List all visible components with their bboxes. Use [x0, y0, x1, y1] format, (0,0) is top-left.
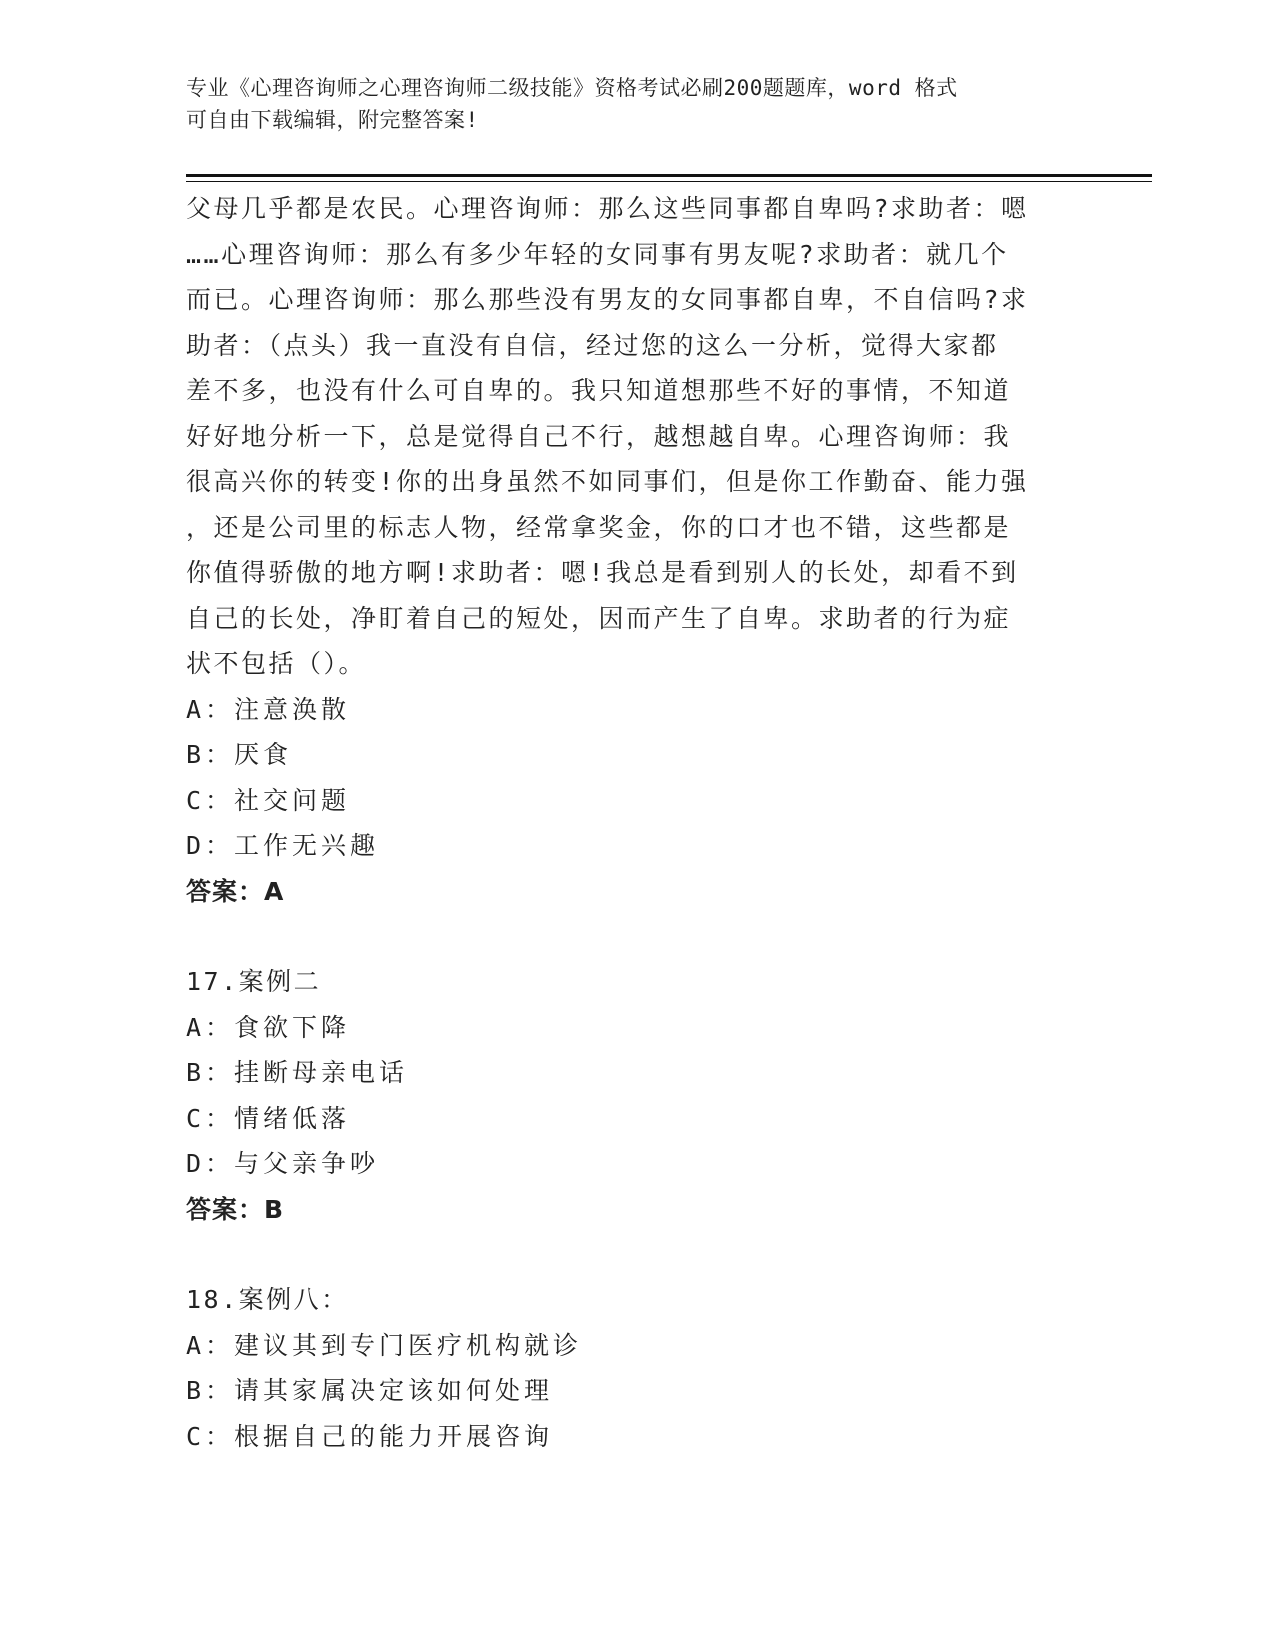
answer-label: 答案：B	[186, 1194, 285, 1224]
stem-line: 你值得骄傲的地方啊!求助者：嗯!我总是看到别人的长处，却看不到	[186, 558, 1019, 587]
option-d: D：工作无兴趣	[186, 831, 380, 860]
question-16	[186, 186, 1076, 914]
option-b: B：请其家属决定该如何处理	[186, 1376, 554, 1405]
stem-line: ……心理咨询师：那么有多少年轻的女同事有男友呢?求助者：就几个	[186, 239, 1009, 269]
stem-line: 很高兴你的转变!你的出身虽然不如同事们，但是你工作勤奋、能力强	[186, 467, 1029, 496]
option-a: A：注意涣散	[186, 694, 351, 724]
header-title-line-2: 可自由下载编辑，附完整答案!	[186, 108, 479, 132]
stem-line: 助者：（点头）我一直没有自信，经过您的这么一分析，觉得大家都	[186, 330, 999, 360]
option-c: C：根据自己的能力开展咨询	[186, 1421, 554, 1451]
option-c: C：社交问题	[186, 785, 351, 815]
question-18	[186, 1277, 1076, 1459]
answer-label: 答案：A	[186, 876, 285, 906]
header-rule-thin	[186, 181, 1152, 182]
option-b: B：厌食	[186, 740, 293, 769]
option-a: A：建议其到专门医疗机构就诊	[186, 1330, 583, 1360]
header-rule-thick	[186, 174, 1152, 177]
option-d: D：与父亲争吵	[186, 1149, 380, 1178]
document-body	[186, 186, 1076, 1459]
stem-line: 差不多，也没有什么可自卑的。我只知道想那些不好的事情，不知道	[186, 376, 1012, 405]
stem-line: 好好地分析一下，总是觉得自己不行，越想越自卑。心理咨询师：我	[186, 421, 1012, 451]
option-c: C：情绪低落	[186, 1103, 351, 1133]
question-stem	[186, 186, 1076, 687]
question-title: 17.案例二	[186, 967, 322, 996]
header-title-line-1: 专业《心理咨询师之心理咨询师二级技能》资格考试必刷200题题库，word 格式	[186, 76, 958, 100]
stem-line: 父母几乎都是农民。心理咨询师：那么这些同事都自卑吗?求助者：嗯	[186, 194, 1029, 223]
question-title: 18.案例八：	[186, 1285, 349, 1314]
stem-line: 而已。心理咨询师：那么那些没有男友的女同事都自卑，不自信吗?求	[186, 285, 1029, 314]
option-a: A：食欲下降	[186, 1012, 351, 1042]
option-b: B：挂断母亲电话	[186, 1058, 409, 1087]
stem-line: ，还是公司里的标志人物，经常拿奖金，你的口才也不错，这些都是	[186, 512, 1012, 542]
question-17	[186, 959, 1076, 1232]
document-header	[186, 72, 1066, 136]
spacer	[186, 1232, 1076, 1277]
stem-line: 状不包括（）。	[186, 649, 367, 678]
stem-line: 自己的长处，净盯着自己的短处，因而产生了自卑。求助者的行为症	[186, 603, 1012, 633]
spacer	[186, 914, 1076, 959]
